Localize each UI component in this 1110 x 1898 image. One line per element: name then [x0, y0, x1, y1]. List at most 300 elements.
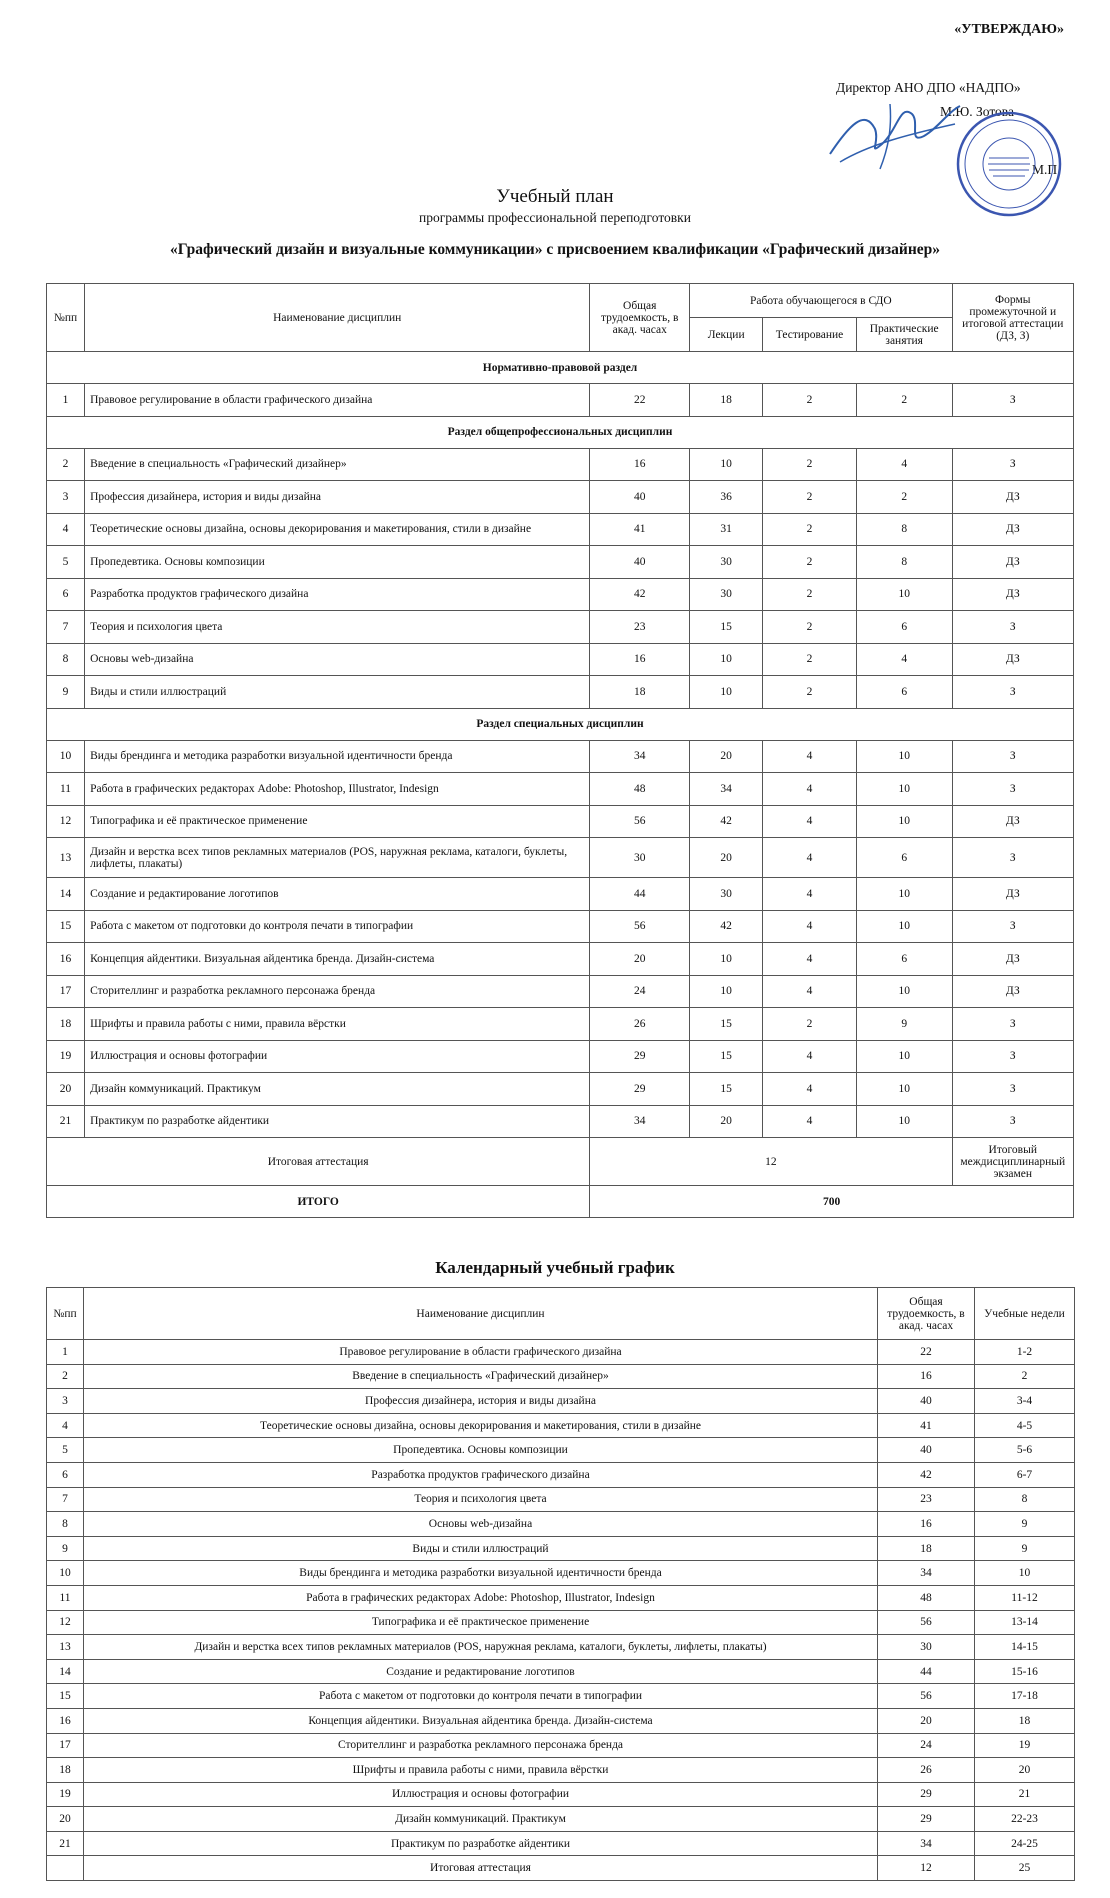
- row-testing: 4: [763, 805, 857, 838]
- cal-row-weeks: 14-15: [975, 1635, 1075, 1660]
- cal-row-name: Работа с макетом от подготовки до контроля печати в типографии: [84, 1684, 878, 1709]
- row-practice: 10: [856, 910, 952, 943]
- cal-row-name: Шрифты и правила работы с ними, правила вёрстки: [84, 1758, 878, 1783]
- section-row: [47, 416, 1074, 448]
- cal-row-num: 6: [47, 1462, 84, 1487]
- cal-row-num: 1: [47, 1340, 84, 1365]
- cal-row-num: 8: [47, 1512, 84, 1537]
- cal-row-num: 17: [47, 1733, 84, 1758]
- cal-row-weeks: 4-5: [975, 1413, 1075, 1438]
- cal-row-weeks: 20: [975, 1758, 1075, 1783]
- cal-row-weeks: 13-14: [975, 1610, 1075, 1635]
- row-lectures: 15: [690, 1073, 763, 1106]
- table-row: [47, 740, 1074, 773]
- row-num: 16: [47, 943, 85, 976]
- table-row: [47, 643, 1074, 676]
- row-testing: 2: [763, 676, 857, 709]
- row-num: 14: [47, 878, 85, 911]
- calendar-row: [47, 1462, 1075, 1487]
- cal-row-num: 7: [47, 1487, 84, 1512]
- cal-row-weeks: 5-6: [975, 1438, 1075, 1463]
- row-hours: 29: [590, 1073, 690, 1106]
- row-lectures: 10: [690, 448, 763, 481]
- table-row: [47, 805, 1074, 838]
- cal-row-name: Теоретические основы дизайна, основы декорирования и макетирования, стили в дизайне: [84, 1413, 878, 1438]
- final-hours: 12: [590, 1138, 952, 1186]
- cal-final-num: [47, 1856, 84, 1881]
- table-row: [47, 943, 1074, 976]
- row-name: Виды брендинга и методика разработки визуальной идентичности бренда: [85, 740, 590, 773]
- cal-row-num: 10: [47, 1561, 84, 1586]
- cal-row-num: 9: [47, 1536, 84, 1561]
- row-lectures: 10: [690, 975, 763, 1008]
- row-form: ДЗ: [952, 481, 1073, 514]
- cal-row-name: Виды брендинга и методика разработки визуальной идентичности бренда: [84, 1561, 878, 1586]
- row-name: Правовое регулирование в области графического дизайна: [85, 384, 590, 417]
- row-testing: 2: [763, 578, 857, 611]
- row-hours: 26: [590, 1008, 690, 1041]
- row-name: Шрифты и правила работы с ними, правила вёрстки: [85, 1008, 590, 1041]
- table-row: [47, 1105, 1074, 1138]
- row-lectures: 36: [690, 481, 763, 514]
- cal-row-num: 16: [47, 1708, 84, 1733]
- row-num: 2: [47, 448, 85, 481]
- cal-row-name: Типографика и её практическое применение: [84, 1610, 878, 1635]
- cal-row-name: Правовое регулирование в области графического дизайна: [84, 1340, 878, 1365]
- row-num: 7: [47, 611, 85, 644]
- row-num: 8: [47, 643, 85, 676]
- row-form: З: [952, 676, 1073, 709]
- cal-final-hours: 12: [878, 1856, 975, 1881]
- row-practice: 6: [856, 838, 952, 878]
- row-lectures: 31: [690, 513, 763, 546]
- section-row: [47, 708, 1074, 740]
- row-form: З: [952, 448, 1073, 481]
- calendar-row: [47, 1512, 1075, 1537]
- row-practice: 2: [856, 481, 952, 514]
- row-hours: 56: [590, 910, 690, 943]
- row-lectures: 30: [690, 878, 763, 911]
- cal-row-num: 4: [47, 1413, 84, 1438]
- row-name: Работа в графических редакторах Adobe: Photoshop, Illustrator, Indesign: [85, 773, 590, 806]
- row-practice: 8: [856, 513, 952, 546]
- table-row: [47, 546, 1074, 579]
- row-practice: 10: [856, 975, 952, 1008]
- cal-row-hours: 26: [878, 1758, 975, 1783]
- calendar-row: [47, 1413, 1075, 1438]
- row-name: Иллюстрация и основы фотографии: [85, 1040, 590, 1073]
- row-num: 13: [47, 838, 85, 878]
- table-row: [47, 384, 1074, 417]
- row-form: ДЗ: [952, 975, 1073, 1008]
- table-row: [47, 578, 1074, 611]
- cal-row-num: 19: [47, 1782, 84, 1807]
- row-hours: 16: [590, 448, 690, 481]
- cal-final-name: Итоговая аттестация: [84, 1856, 878, 1881]
- cal-row-num: 3: [47, 1389, 84, 1414]
- table-row: [47, 910, 1074, 943]
- row-lectures: 30: [690, 578, 763, 611]
- row-num: 11: [47, 773, 85, 806]
- curriculum-table: [46, 283, 1074, 1218]
- row-num: 19: [47, 1040, 85, 1073]
- row-lectures: 15: [690, 1008, 763, 1041]
- row-testing: 2: [763, 384, 857, 417]
- table-row: [47, 1073, 1074, 1106]
- row-name: Практикум по разработке айдентики: [85, 1105, 590, 1138]
- row-lectures: 15: [690, 1040, 763, 1073]
- row-testing: 2: [763, 513, 857, 546]
- row-practice: 10: [856, 805, 952, 838]
- cal-row-hours: 34: [878, 1561, 975, 1586]
- cal-row-weeks: 6-7: [975, 1462, 1075, 1487]
- section-title: Раздел общепрофессиональных дисциплин: [47, 416, 1074, 448]
- row-hours: 40: [590, 546, 690, 579]
- section-title: Нормативно-правовой раздел: [47, 352, 1074, 384]
- calendar-row: [47, 1610, 1075, 1635]
- row-testing: 2: [763, 546, 857, 579]
- cal-row-hours: 41: [878, 1413, 975, 1438]
- row-testing: 4: [763, 975, 857, 1008]
- row-name: Основы web-дизайна: [85, 643, 590, 676]
- row-testing: 4: [763, 943, 857, 976]
- row-lectures: 20: [690, 838, 763, 878]
- row-form: ДЗ: [952, 878, 1073, 911]
- row-form: ДЗ: [952, 643, 1073, 676]
- table-row: [47, 513, 1074, 546]
- cal-row-weeks: 22-23: [975, 1807, 1075, 1832]
- cal-row-name: Работа в графических редакторах Adobe: Photoshop, Illustrator, Indesign: [84, 1585, 878, 1610]
- cal-row-num: 5: [47, 1438, 84, 1463]
- row-practice: 10: [856, 773, 952, 806]
- cal-row-hours: 30: [878, 1635, 975, 1660]
- row-lectures: 10: [690, 676, 763, 709]
- row-name: Сторителлинг и разработка рекламного персонажа бренда: [85, 975, 590, 1008]
- cal-row-hours: 48: [878, 1585, 975, 1610]
- row-num: 5: [47, 546, 85, 579]
- row-lectures: 20: [690, 1105, 763, 1138]
- cal-row-name: Теория и психология цвета: [84, 1487, 878, 1512]
- calendar-row: [47, 1807, 1075, 1832]
- row-practice: 4: [856, 448, 952, 481]
- table-row: [47, 878, 1074, 911]
- final-attestation-row: [47, 1138, 1074, 1186]
- calendar-row: [47, 1831, 1075, 1856]
- row-lectures: 30: [690, 546, 763, 579]
- row-practice: 6: [856, 676, 952, 709]
- calendar-table: [46, 1287, 1075, 1881]
- calendar-row: [47, 1340, 1075, 1365]
- row-form: З: [952, 1073, 1073, 1106]
- cal-row-num: 21: [47, 1831, 84, 1856]
- cal-row-hours: 22: [878, 1340, 975, 1365]
- row-lectures: 42: [690, 805, 763, 838]
- cal-row-num: 12: [47, 1610, 84, 1635]
- row-name: Пропедевтика. Основы композиции: [85, 546, 590, 579]
- row-testing: 4: [763, 838, 857, 878]
- header-testing: Тестирование: [763, 318, 857, 352]
- table-row: [47, 1040, 1074, 1073]
- row-form: ДЗ: [952, 513, 1073, 546]
- row-num: 21: [47, 1105, 85, 1138]
- calendar-title: Календарный учебный график: [435, 1258, 675, 1277]
- total-label: ИТОГО: [47, 1186, 590, 1218]
- row-testing: 2: [763, 448, 857, 481]
- row-name: Дизайн коммуникаций. Практикум: [85, 1073, 590, 1106]
- row-hours: 40: [590, 481, 690, 514]
- row-form: ДЗ: [952, 546, 1073, 579]
- calendar-header-row: [47, 1288, 1075, 1340]
- row-name: Введение в специальность «Графический дизайнер»: [85, 448, 590, 481]
- row-testing: 4: [763, 878, 857, 911]
- section-title: Раздел специальных дисциплин: [47, 708, 1074, 740]
- row-name: Разработка продуктов графического дизайна: [85, 578, 590, 611]
- cal-row-hours: 18: [878, 1536, 975, 1561]
- calendar-row: [47, 1782, 1075, 1807]
- cal-row-hours: 20: [878, 1708, 975, 1733]
- document-subtitle: программы профессиональной переподготовки: [419, 210, 691, 225]
- final-form: Итоговый междисциплинарный экзамен: [952, 1138, 1073, 1186]
- cal-row-num: 14: [47, 1659, 84, 1684]
- row-name: Профессия дизайнера, история и виды дизайна: [85, 481, 590, 514]
- row-lectures: 42: [690, 910, 763, 943]
- row-hours: 24: [590, 975, 690, 1008]
- row-testing: 4: [763, 773, 857, 806]
- row-hours: 20: [590, 943, 690, 976]
- calendar-row: [47, 1684, 1075, 1709]
- row-num: 18: [47, 1008, 85, 1041]
- row-lectures: 20: [690, 740, 763, 773]
- row-form: З: [952, 1105, 1073, 1138]
- total-row: [47, 1186, 1074, 1218]
- calendar-row: [47, 1733, 1075, 1758]
- calendar-row: [47, 1708, 1075, 1733]
- cal-row-num: 13: [47, 1635, 84, 1660]
- table-header-row: [47, 284, 1074, 318]
- row-num: 15: [47, 910, 85, 943]
- cal-header-weeks: Учебные недели: [975, 1288, 1075, 1340]
- row-form: ДЗ: [952, 578, 1073, 611]
- row-form: З: [952, 740, 1073, 773]
- row-name: Теория и психология цвета: [85, 611, 590, 644]
- row-lectures: 10: [690, 943, 763, 976]
- cal-row-hours: 34: [878, 1831, 975, 1856]
- cal-final-weeks: 25: [975, 1856, 1075, 1881]
- row-practice: 2: [856, 384, 952, 417]
- row-hours: 48: [590, 773, 690, 806]
- cal-row-name: Иллюстрация и основы фотографии: [84, 1782, 878, 1807]
- row-hours: 16: [590, 643, 690, 676]
- row-name: Теоретические основы дизайна, основы декорирования и макетирования, стили в дизайне: [85, 513, 590, 546]
- cal-row-name: Дизайн и верстка всех типов рекламных материалов (POS, наружная реклама, каталоги, буклеты, лифлеты, плакаты): [84, 1635, 878, 1660]
- table-row: [47, 773, 1074, 806]
- row-form: ДЗ: [952, 805, 1073, 838]
- cal-row-name: Разработка продуктов графического дизайна: [84, 1462, 878, 1487]
- row-form: З: [952, 910, 1073, 943]
- row-lectures: 18: [690, 384, 763, 417]
- calendar-row: [47, 1487, 1075, 1512]
- table-row: [47, 975, 1074, 1008]
- calendar-row: [47, 1389, 1075, 1414]
- row-testing: 4: [763, 910, 857, 943]
- row-num: 9: [47, 676, 85, 709]
- row-hours: 44: [590, 878, 690, 911]
- row-hours: 30: [590, 838, 690, 878]
- cal-row-hours: 56: [878, 1610, 975, 1635]
- row-practice: 10: [856, 878, 952, 911]
- row-form: З: [952, 1040, 1073, 1073]
- row-testing: 2: [763, 643, 857, 676]
- final-label: Итоговая аттестация: [47, 1138, 590, 1186]
- row-num: 1: [47, 384, 85, 417]
- cal-row-hours: 24: [878, 1733, 975, 1758]
- table-row: [47, 1008, 1074, 1041]
- row-hours: 23: [590, 611, 690, 644]
- cal-row-name: Сторителлинг и разработка рекламного персонажа бренда: [84, 1733, 878, 1758]
- calendar-final-row: [47, 1856, 1075, 1881]
- row-name: Дизайн и верстка всех типов рекламных материалов (POS, наружная реклама, каталоги, буклеты, лифлеты, плакаты): [85, 838, 590, 878]
- calendar-row: [47, 1364, 1075, 1389]
- row-name: Типографика и её практическое применение: [85, 805, 590, 838]
- calendar-row: [47, 1635, 1075, 1660]
- table-row: [47, 611, 1074, 644]
- cal-row-name: Основы web-дизайна: [84, 1512, 878, 1537]
- row-num: 4: [47, 513, 85, 546]
- row-testing: 4: [763, 740, 857, 773]
- cal-row-weeks: 8: [975, 1487, 1075, 1512]
- calendar-row: [47, 1438, 1075, 1463]
- approval-label: «УТВЕРЖДАЮ»: [954, 22, 1064, 37]
- row-name: Работа с макетом от подготовки до контроля печати в типографии: [85, 910, 590, 943]
- row-practice: 9: [856, 1008, 952, 1041]
- row-form: ДЗ: [952, 943, 1073, 976]
- row-practice: 6: [856, 943, 952, 976]
- cal-row-weeks: 9: [975, 1536, 1075, 1561]
- cal-row-hours: 29: [878, 1807, 975, 1832]
- row-form: З: [952, 1008, 1073, 1041]
- cal-row-hours: 44: [878, 1659, 975, 1684]
- row-name: Концепция айдентики. Визуальная айдентика бренда. Дизайн-система: [85, 943, 590, 976]
- cal-row-name: Практикум по разработке айдентики: [84, 1831, 878, 1856]
- row-form: З: [952, 611, 1073, 644]
- cal-row-weeks: 1-2: [975, 1340, 1075, 1365]
- cal-row-name: Создание и редактирование логотипов: [84, 1659, 878, 1684]
- header-hours: Общая трудоемкость, в акад. часах: [590, 284, 690, 352]
- signature-icon: [820, 84, 970, 174]
- table-row: [47, 481, 1074, 514]
- row-practice: 10: [856, 1105, 952, 1138]
- row-hours: 29: [590, 1040, 690, 1073]
- row-form: З: [952, 384, 1073, 417]
- row-form: З: [952, 773, 1073, 806]
- cal-row-hours: 16: [878, 1364, 975, 1389]
- cal-row-num: 15: [47, 1684, 84, 1709]
- cal-row-hours: 42: [878, 1462, 975, 1487]
- row-lectures: 34: [690, 773, 763, 806]
- cal-row-name: Введение в специальность «Графический дизайнер»: [84, 1364, 878, 1389]
- header-practice: Практические занятия: [856, 318, 952, 352]
- row-hours: 56: [590, 805, 690, 838]
- calendar-row: [47, 1758, 1075, 1783]
- program-title: «Графический дизайн и визуальные коммуникации» с присвоением квалификации «Графический дизайнер»: [169, 241, 941, 258]
- calendar-row: [47, 1585, 1075, 1610]
- row-testing: 2: [763, 1008, 857, 1041]
- cal-row-hours: 23: [878, 1487, 975, 1512]
- cal-row-num: 2: [47, 1364, 84, 1389]
- header-name: Наименование дисциплин: [85, 284, 590, 352]
- cal-row-weeks: 17-18: [975, 1684, 1075, 1709]
- cal-row-name: Виды и стили иллюстраций: [84, 1536, 878, 1561]
- row-name: Виды и стили иллюстраций: [85, 676, 590, 709]
- section-row: [47, 352, 1074, 384]
- cal-header-num: №пп: [47, 1288, 84, 1340]
- stamp-place-label: М.П.: [1032, 162, 1061, 177]
- cal-row-name: Пропедевтика. Основы композиции: [84, 1438, 878, 1463]
- cal-row-name: Концепция айдентики. Визуальная айдентика бренда. Дизайн-система: [84, 1708, 878, 1733]
- cal-row-hours: 16: [878, 1512, 975, 1537]
- row-testing: 2: [763, 481, 857, 514]
- row-practice: 4: [856, 643, 952, 676]
- cal-row-num: 18: [47, 1758, 84, 1783]
- row-testing: 4: [763, 1105, 857, 1138]
- cal-row-weeks: 21: [975, 1782, 1075, 1807]
- row-practice: 6: [856, 611, 952, 644]
- row-hours: 42: [590, 578, 690, 611]
- document-title: Учебный план: [496, 186, 614, 207]
- cal-row-weeks: 2: [975, 1364, 1075, 1389]
- row-testing: 2: [763, 611, 857, 644]
- calendar-row: [47, 1659, 1075, 1684]
- cal-header-name: Наименование дисциплин: [84, 1288, 878, 1340]
- row-num: 6: [47, 578, 85, 611]
- row-lectures: 10: [690, 643, 763, 676]
- table-row: [47, 448, 1074, 481]
- header-lectures: Лекции: [690, 318, 763, 352]
- cal-header-hours: Общая трудоемкость, в акад. часах: [878, 1288, 975, 1340]
- cal-row-hours: 29: [878, 1782, 975, 1807]
- row-hours: 22: [590, 384, 690, 417]
- row-practice: 10: [856, 1073, 952, 1106]
- cal-row-hours: 40: [878, 1389, 975, 1414]
- table-row: [47, 838, 1074, 878]
- cal-row-num: 11: [47, 1585, 84, 1610]
- director-title: Директор АНО ДПО «НАДПО»: [836, 80, 1021, 95]
- cal-row-weeks: 24-25: [975, 1831, 1075, 1856]
- row-name: Создание и редактирование логотипов: [85, 878, 590, 911]
- total-hours: 700: [590, 1186, 1074, 1218]
- row-lectures: 15: [690, 611, 763, 644]
- calendar-row: [47, 1536, 1075, 1561]
- cal-row-weeks: 19: [975, 1733, 1075, 1758]
- row-num: 17: [47, 975, 85, 1008]
- signer-name: М.Ю. Зотова: [940, 104, 1014, 119]
- cal-row-weeks: 18: [975, 1708, 1075, 1733]
- header-work: Работа обучающегося в СДО: [690, 284, 952, 318]
- calendar-row: [47, 1561, 1075, 1586]
- cal-row-name: Профессия дизайнера, история и виды дизайна: [84, 1389, 878, 1414]
- cal-row-weeks: 11-12: [975, 1585, 1075, 1610]
- cal-row-weeks: 3-4: [975, 1389, 1075, 1414]
- row-num: 12: [47, 805, 85, 838]
- cal-row-name: Дизайн коммуникаций. Практикум: [84, 1807, 878, 1832]
- row-form: З: [952, 838, 1073, 878]
- table-row: [47, 676, 1074, 709]
- cal-row-hours: 40: [878, 1438, 975, 1463]
- row-testing: 4: [763, 1073, 857, 1106]
- header-num: №пп: [47, 284, 85, 352]
- row-testing: 4: [763, 1040, 857, 1073]
- cal-row-weeks: 9: [975, 1512, 1075, 1537]
